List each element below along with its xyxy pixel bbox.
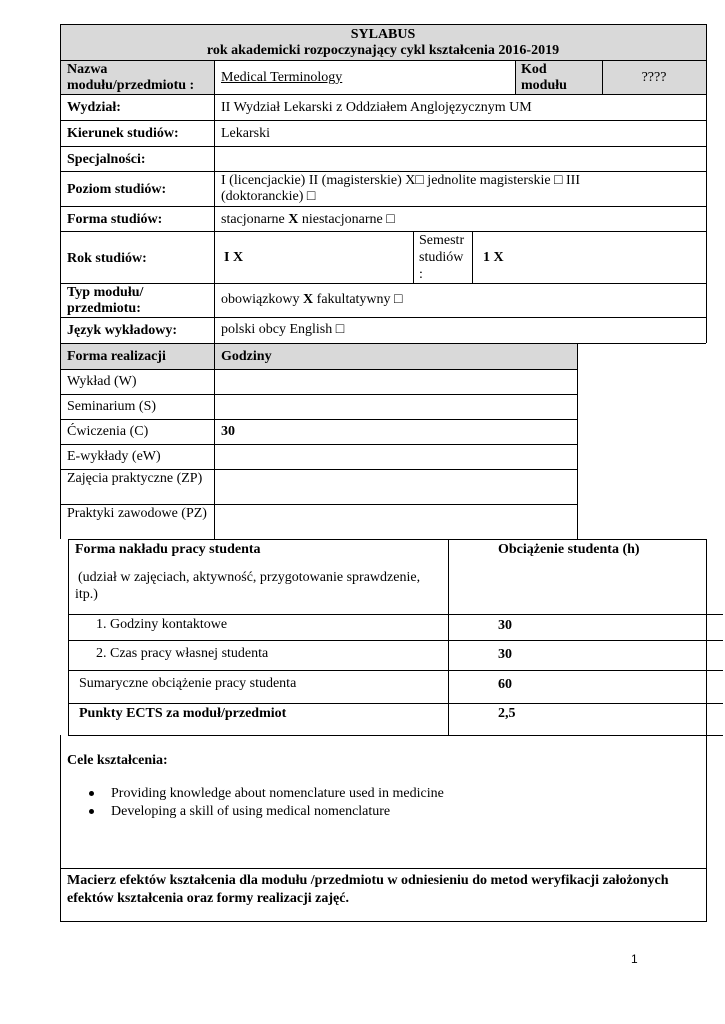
- bullet-icon: [89, 791, 94, 796]
- realization-row-form: Wykład (W): [67, 374, 137, 389]
- study-form-value: [221, 211, 395, 228]
- study-form-part-time: niestacjonarne □: [298, 212, 395, 227]
- study-form-label: Forma studiów:: [67, 212, 163, 227]
- realization-row-form: Ćwiczenia (C): [67, 424, 149, 439]
- workload-row-label: Punkty ECTS za moduł/przedmiot: [79, 706, 287, 721]
- workload-row-value: 30: [498, 647, 512, 662]
- bullet-icon: [89, 809, 94, 814]
- workload-row-value: 30: [498, 618, 512, 633]
- study-year-value: I X: [224, 250, 244, 265]
- module-name-label: Nazwa: [67, 62, 108, 77]
- realization-row-form: Seminarium (S): [67, 399, 157, 414]
- workload-header-note: (udział w zajęciach, aktywność, przygotowanie sprawdzenie, itp.): [75, 570, 421, 602]
- module-code-value: ????: [641, 70, 667, 85]
- workload-row-value: 60: [498, 677, 512, 692]
- module-type-mandatory: obowiązkowy: [221, 292, 304, 307]
- workload-header-title: Forma nakładu pracy studenta: [75, 542, 261, 557]
- realization-form-header: Forma realizacji: [67, 349, 166, 364]
- module-code-label: Kod: [521, 62, 547, 77]
- goals-title: Cele kształcenia:: [67, 753, 168, 768]
- module-code-label-2: modułu: [521, 78, 567, 93]
- language-value: polski obcy English □: [221, 322, 345, 337]
- module-type-mark: X: [303, 292, 314, 307]
- study-year-label: Rok studiów:: [67, 251, 147, 266]
- field-of-study-value: Lekarski: [221, 126, 270, 141]
- study-level-label: Poziom studiów:: [67, 182, 167, 197]
- goal-item: Providing knowledge about nomenclature used in medicine: [111, 786, 444, 801]
- workload-header-load: Obciążenie studenta (h): [498, 542, 640, 557]
- semester-label-3: :: [419, 267, 423, 282]
- semester-label: Semestr: [419, 233, 465, 248]
- realization-hours-header: Godziny: [221, 349, 272, 364]
- study-form-full-time: stacjonarne: [221, 212, 289, 227]
- page-number: 1: [631, 952, 638, 966]
- matrix-title-2: efektów kształcenia oraz formy realizacji zajęć.: [67, 891, 349, 906]
- realization-row-form: E-wykłady (eW): [67, 449, 161, 464]
- workload-row-label: Sumaryczne obciążenie pracy studenta: [79, 676, 297, 691]
- module-type-optional: fakultatywny □: [313, 292, 403, 307]
- goal-item: Developing a skill of using medical nomenclature: [111, 804, 391, 819]
- workload-row-value: 2,5: [498, 706, 516, 721]
- semester-value: 1 X: [483, 250, 504, 265]
- workload-row-label: 2. Czas pracy własnej studenta: [96, 646, 269, 661]
- field-of-study-label: Kierunek studiów:: [67, 126, 179, 141]
- module-name-value: Medical Terminology: [221, 70, 343, 85]
- workload-row-label: 1. Godziny kontaktowe: [96, 617, 228, 632]
- study-level-options-2: (doktoranckie) □: [221, 189, 316, 204]
- module-type-label: Typ modułu/: [67, 285, 144, 300]
- module-name-label-2: modułu/przedmiotu :: [67, 78, 195, 93]
- realization-row-hours: 30: [221, 424, 235, 439]
- module-type-value: [221, 291, 403, 308]
- faculty-value: II Wydział Lekarski z Oddziałem Anglojęzycznym UM: [221, 100, 532, 115]
- realization-row-form: Zajęcia praktyczne (ZP): [67, 471, 203, 486]
- language-label: Język wykładowy:: [67, 323, 178, 338]
- specialties-label: Specjalności:: [67, 152, 146, 167]
- matrix-title: Macierz efektów kształcenia dla modułu /przedmiotu w odniesieniu do metod weryfikacji założonych: [67, 873, 669, 888]
- module-type-label-2: przedmiotu:: [67, 301, 141, 316]
- study-level-options: I (licencjackie) II (magisterskie) X□ jednolite magisterskie □ III: [221, 173, 580, 188]
- faculty-label: Wydział:: [67, 100, 121, 115]
- academic-year-subtitle: rok akademicki rozpoczynający cykl kształcenia 2016-2019: [206, 43, 560, 58]
- syllabus-title: SYLABUS: [350, 27, 416, 42]
- study-form-mark: X: [288, 212, 299, 227]
- realization-row-form: Praktyki zawodowe (PZ): [67, 506, 207, 521]
- semester-label-2: studiów: [419, 250, 464, 265]
